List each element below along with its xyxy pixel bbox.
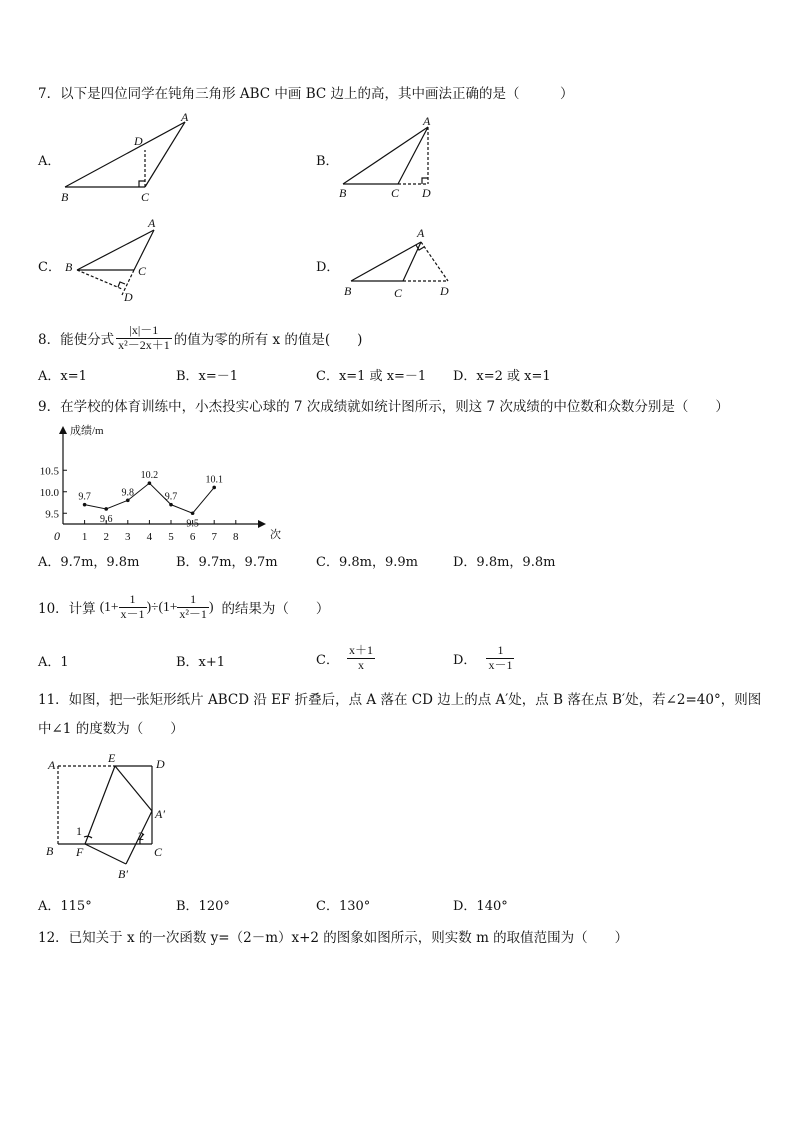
q11-option-b[interactable]: B．120° <box>176 899 230 914</box>
right-angle-mark <box>118 282 125 287</box>
q10-option-d-label: D． <box>453 652 477 668</box>
label-d: D <box>440 284 449 298</box>
q10-option-d-fraction <box>486 644 514 673</box>
label-a: A <box>148 216 156 230</box>
label-c: C <box>141 190 150 204</box>
q9-option-c[interactable]: C．9.8m，9.9m <box>316 555 418 570</box>
label-b-prime: B′ <box>118 867 128 881</box>
q10-option-c-numerator: x＋1 <box>348 642 373 657</box>
q10-expr-open: (1+ <box>99 599 119 614</box>
origin-label: 0 <box>54 529 60 543</box>
data-label: 9.7 <box>164 491 178 503</box>
label-angle-2: 2 <box>138 829 144 843</box>
q7-figure-d <box>336 225 466 303</box>
q8-stem <box>38 320 362 356</box>
q8-option-a[interactable]: A．x=1 <box>38 369 87 384</box>
edge-ea-prime <box>115 766 152 811</box>
q10-fraction-2-denominator: x²－1 <box>179 606 207 621</box>
x-tick-label: 3 <box>125 531 131 543</box>
q7-option-c-label[interactable]: C． <box>38 260 61 275</box>
data-label: 9.7 <box>78 491 91 503</box>
label-a: A <box>417 226 425 240</box>
label-c: C <box>391 186 400 200</box>
x-tick-label: 6 <box>189 531 196 543</box>
q11-fold-figure <box>40 748 180 883</box>
label-f: F <box>76 845 84 859</box>
data-label: 9.5 <box>186 518 199 530</box>
data-point <box>104 507 108 511</box>
x-tick-label: 1 <box>81 531 88 543</box>
q8-fraction-numerator: |x|－1 <box>116 324 172 339</box>
q10-option-c-label: C． <box>316 652 339 668</box>
x-tick-label: 2 <box>103 531 109 543</box>
q10-fraction-2-numerator: 1 <box>177 593 209 608</box>
q10-fraction-1 <box>119 593 147 622</box>
label-b: B <box>339 186 347 200</box>
q10-fraction-1-numerator: 1 <box>119 593 147 608</box>
q10-stem <box>38 587 329 627</box>
q10-prefix: 10．计算 <box>38 601 96 617</box>
label-c: C <box>138 264 147 278</box>
q10-option-b[interactable]: B．x+1 <box>176 655 226 670</box>
label-b: B <box>46 844 54 858</box>
label-b: B <box>344 284 352 298</box>
q8-option-b[interactable]: B．x=－1 <box>176 369 239 384</box>
data-point <box>148 481 152 485</box>
data-point <box>191 511 195 515</box>
q10-fraction-2 <box>177 593 209 622</box>
x-axis-arrow <box>258 520 266 528</box>
y-tick-label: 10.5 <box>39 465 59 478</box>
height-dashed <box>77 270 122 289</box>
label-d: D <box>134 134 143 148</box>
x-tick-label: 5 <box>168 531 174 543</box>
q11-stem-line1: 11．如图，把一张矩形纸片 ABCD 沿 EF 折叠后，点 A 落在 CD 边上的点 A′处，点 B 落在点 B′处，若∠2=40°，则图 <box>38 692 762 708</box>
q9-option-a[interactable]: A．9.7m，9.8m <box>38 555 140 570</box>
side-ca <box>145 122 185 187</box>
data-point <box>83 503 87 507</box>
right-angle-mark <box>422 178 428 184</box>
q7-option-a-label[interactable]: A． <box>38 154 61 169</box>
y-tick-label: 10.0 <box>39 486 59 499</box>
data-point <box>126 499 130 503</box>
q11-stem-line2: 中∠1 的度数为（ ） <box>38 721 184 737</box>
label-b: B <box>61 190 69 204</box>
q9-line-chart <box>38 420 281 543</box>
q12-stem: 12．已知关于 x 的一次函数 y=（2－m）x+2 的图象如图所示，则实数 m 的取值范围为（ ） <box>38 930 629 946</box>
q7-option-d-label[interactable]: D． <box>316 260 340 275</box>
q7-figure-b <box>333 112 443 204</box>
label-d: D <box>422 186 431 200</box>
q10-option-d-numerator: 1 <box>486 644 514 659</box>
q8-suffix: 的值为零的所有 x 的值是( ) <box>173 332 363 348</box>
label-c: C <box>394 286 403 300</box>
data-label: 10.2 <box>140 470 159 482</box>
q10-option-c[interactable] <box>316 638 375 678</box>
q9-stem: 9．在学校的体育训练中，小杰投实心球的 7 次成绩就如统计图所示，则这 7 次成绩的中位数和众数分别是（ ） <box>38 399 729 415</box>
q8-prefix: 8．能使分式 <box>38 332 115 348</box>
x-tick-label: 4 <box>146 531 153 543</box>
series-line <box>85 483 215 513</box>
data-point <box>212 486 216 490</box>
label-a: A <box>181 110 189 124</box>
q11-option-d[interactable]: D．140° <box>453 899 508 914</box>
q10-option-d-denominator: x－1 <box>488 657 513 672</box>
q10-option-c-denominator: x <box>357 657 364 672</box>
q10-suffix: 的结果为（ ） <box>221 601 330 617</box>
label-d: D <box>156 757 165 771</box>
q8-option-c[interactable]: C．x=1 或 x=－1 <box>316 369 427 384</box>
height-dashed <box>421 242 448 281</box>
side-ba <box>351 242 421 281</box>
side-ba <box>343 127 428 184</box>
q10-expr-middle: )÷(1+ <box>146 599 178 614</box>
data-label: 9.6 <box>99 513 113 525</box>
q10-option-d[interactable] <box>453 638 514 678</box>
q10-option-a[interactable]: A．1 <box>38 655 69 670</box>
label-b: B <box>65 260 73 274</box>
data-label: 10.1 <box>205 474 223 486</box>
q7-figure-c <box>62 215 172 307</box>
q11-option-c[interactable]: C．130° <box>316 899 371 914</box>
label-d: D <box>124 290 133 304</box>
y-axis-arrow <box>59 426 67 434</box>
edge-b-prime-f <box>85 844 126 864</box>
q8-option-d[interactable]: D．x=2 或 x=1 <box>453 369 551 384</box>
q10-option-c-fraction <box>347 644 375 673</box>
label-e: E <box>108 751 116 765</box>
q11-option-a[interactable]: A．115° <box>38 899 92 914</box>
q10-fraction-1-denominator: x－1 <box>120 606 145 621</box>
q10-expr-close: ) <box>208 599 214 614</box>
q7-stem: 7．以下是四位同学在钝角三角形 ABC 中画 BC 边上的高，其中画法正确的是（ ） <box>38 86 574 102</box>
label-a: A <box>48 758 56 772</box>
q8-fraction-denominator: x²－2x＋1 <box>118 337 170 352</box>
q9-option-d[interactable]: D．9.8m，9.8m <box>453 555 556 570</box>
side-ca <box>398 127 428 184</box>
x-tick-label: 8 <box>233 531 239 543</box>
q9-option-b[interactable]: B．9.7m，9.7m <box>176 555 278 570</box>
label-c: C <box>154 845 163 859</box>
label-a: A <box>423 114 431 128</box>
y-tick-label: 9.5 <box>45 508 59 521</box>
q7-option-b-label[interactable]: B． <box>316 154 339 169</box>
data-label: 9.8 <box>121 487 135 499</box>
x-tick-label: 7 <box>211 531 217 543</box>
label-a-prime: A′ <box>155 807 165 821</box>
x-axis-label: 次 <box>270 529 281 541</box>
q7-figure-a <box>55 112 205 207</box>
fold-line-ef <box>85 766 115 844</box>
side-ba <box>65 122 185 187</box>
right-angle-mark <box>139 181 145 187</box>
q8-fraction <box>116 324 172 353</box>
y-axis-label: 成绩/m <box>70 425 104 437</box>
data-point <box>169 503 173 507</box>
label-angle-1: 1 <box>76 824 82 838</box>
